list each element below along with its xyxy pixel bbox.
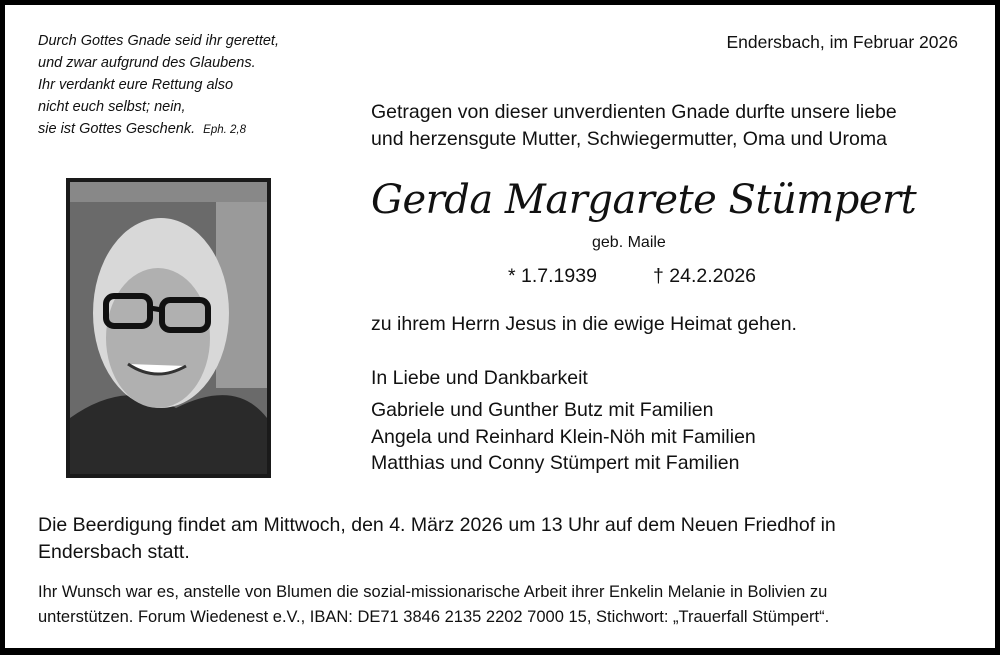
family-line: Gabriele und Gunther Butz mit Familien [371, 399, 714, 421]
thanks-text: In Liebe und Dankbarkeit [371, 367, 588, 389]
family-line: Matthias und Conny Stümpert mit Familien [371, 452, 740, 474]
intro-line: und herzensgute Mutter, Schwiegermutter, Oma und Uroma [371, 128, 887, 150]
funeral-info [38, 512, 836, 566]
verse-line: sie ist Gottes Geschenk. [38, 121, 196, 137]
heimat-text: zu ihrem Herrn Jesus in die ewige Heimat gehen. [371, 313, 797, 335]
funeral-line: Die Beerdigung findet am Mittwoch, den 4. März 2026 um 13 Uhr auf dem Neuen Friedhof in [38, 514, 836, 536]
verse-line: Durch Gottes Gnade seid ihr gerettet, [38, 33, 279, 49]
family-line: Angela und Reinhard Klein-Nöh mit Familien [371, 425, 756, 448]
obituary-notice [5, 5, 995, 648]
bible-verse [38, 30, 279, 141]
verse-line: und zwar aufgrund des Glaubens. [38, 55, 256, 71]
verse-reference: Eph. 2,8 [203, 124, 246, 136]
intro-text [371, 99, 897, 153]
family-list [371, 397, 756, 477]
birth-date: * 1.7.1939 [508, 265, 597, 287]
funeral-line: Endersbach statt. [38, 541, 190, 563]
donation-line: unterstützen. Forum Wiedenest e.V., IBAN: DE71 3846 2135 2202 7000 15, Stichwort: „Trauerfall Stümpert“. [38, 608, 830, 626]
intro-line: Getragen von dieser unverdienten Gnade durfte unsere liebe [371, 101, 897, 123]
verse-line: Ihr verdankt eure Rettung also [38, 77, 234, 93]
donation-info [38, 580, 829, 630]
death-date: † 24.2.2026 [653, 265, 757, 287]
portrait-photo [66, 178, 271, 478]
donation-line: Ihr Wunsch war es, anstelle von Blumen die sozial-missionarische Arbeit ihrer Enkelin Melanie in Bolivien zu [38, 583, 828, 601]
verse-line: nicht euch selbst; nein, [38, 99, 186, 115]
deceased-name: Gerda Margarete Stümpert [371, 177, 917, 223]
place-date: Endersbach, im Februar 2026 [726, 32, 958, 52]
maiden-name: geb. Maile [592, 234, 666, 251]
